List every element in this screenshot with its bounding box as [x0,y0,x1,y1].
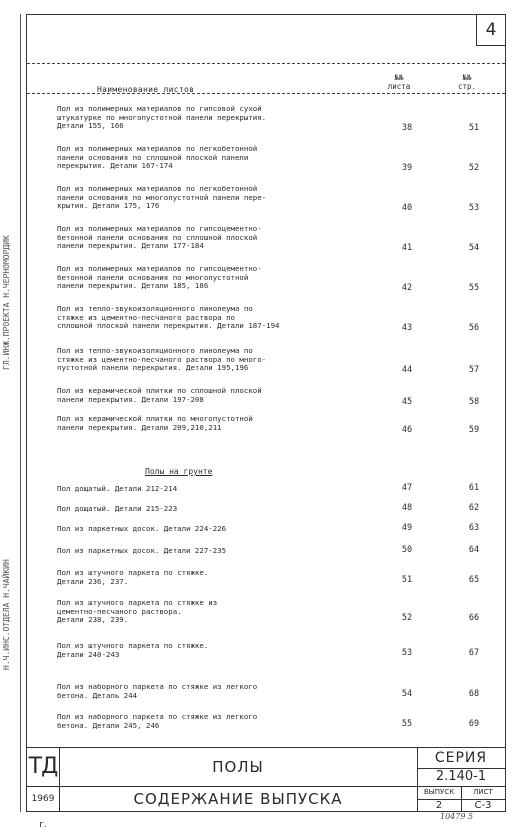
row-sheet-number: 38 [401,123,413,134]
stamp-title: ПОЛЫ [59,748,418,787]
row-title: Пол из керамической плитки по сплошной плоской панели перекрытия. Детали 197-208 [57,386,262,404]
row-title: Пол из наборного паркета по стяжке из легкого бетона. Детали 245, 246 [57,712,258,730]
row-page-number: 61 [468,483,480,493]
column-header-sheet [379,73,419,91]
vypusk-value: 2 [417,799,462,812]
list-label: ЛИСТ [461,786,505,800]
seria-number: 2.140-1 [417,768,505,787]
row-page-number: 53 [468,203,480,214]
row-title: Пол дощатый. Детали 215-223 [57,504,178,513]
row-page-number: 52 [468,163,480,174]
row-title: Пол из штучного паркета по стяжке из цементно-песчаного раствора. Детали 238, 239. [57,598,218,625]
row-page-number: 63 [468,523,480,533]
row-page-number: 65 [468,574,480,585]
row-sheet-number: 44 [401,365,413,376]
row-page-number: 55 [468,283,480,294]
row-page-number: 57 [468,365,480,376]
row-page-number: 64 [468,545,480,555]
row-sheet-number: 53 [401,647,413,658]
row-sheet-number: 42 [401,283,413,294]
row-title: Пол из полимерных материалов по легкобетонной панели основания по сплошной плоской панели перекрытия. Детали 167-174 [57,144,258,171]
row-page-number: 67 [468,647,480,658]
row-title: Пол дощатый. Детали 212-214 [57,484,178,493]
td-mark: ТД [27,748,60,787]
row-page-number: 56 [468,323,480,334]
row-title: Пол из керамической плитки по многопустотной панели перекрытия. Детали 209,210,211 [57,414,253,432]
row-sheet-number: 49 [401,523,413,533]
row-sheet-number: 43 [401,323,413,334]
row-sheet-number: 48 [401,503,413,513]
row-title: Пол из тепло-звукоизоляционного линолеума по стяжке из цементно-песчаного раствора по много- пустотной панели перекрытия. Детали 195,196 [57,346,267,373]
sidebar-signature-2: ГЛ.ИНЖ.ПРОЕКТА Н.ЧЕРНОМОРДИК [2,235,11,370]
row-sheet-number: 40 [401,203,413,214]
row-sheet-number: 46 [401,424,413,435]
row-page-number: 54 [468,243,480,254]
row-sheet-number: 54 [401,688,413,699]
list-value: С-3 [474,800,492,811]
row-sheet-number: 51 [401,574,413,585]
column-header-sheet-label: листа [387,82,411,91]
row-sheet-number: 55 [401,718,413,729]
row-title: Пол из полимерных материалов по гипсоцементно- бетонной панели основания по сплошной плоской панели перекрытия. Детали 177-184 [57,224,262,251]
row-page-number: 62 [468,503,480,513]
header-top-divider [27,63,505,64]
row-title: Пол из паркетных досок. Детали 227-235 [57,546,227,555]
seria-label: СЕРИЯ [417,748,505,769]
column-header-page-symbol: №№ [462,73,472,82]
inventory-number: 10479 5 [440,812,474,821]
row-title: Пол из тепло-звукоизоляционного линолеума по стяжке из цементно-песчаного раствора по сплошной плоской панели перекрытия. Детали 187-194 [57,304,280,331]
year: 1969 г. [27,786,60,812]
approval-sidebar [0,60,24,680]
row-page-number: 66 [468,613,480,624]
column-header-sheet-symbol: №№ [394,73,404,82]
stamp-subtitle: СОДЕРЖАНИЕ ВЫПУСКА [59,786,418,812]
row-sheet-number: 39 [401,163,413,174]
row-sheet-number: 52 [401,613,413,624]
header-bottom-divider [27,93,505,94]
row-sheet-number: 47 [401,483,413,493]
row-title: Пол из полимерных материалов по гипсоцементно- бетонной панели основания по многопустотной панели перекрытия. Детали 185, 186 [57,264,262,291]
column-header-title: Наименование листов [97,85,195,94]
row-page-number: 59 [468,424,480,435]
row-sheet-number: 50 [401,545,413,555]
row-title: Пол из штучного паркета по стяжке. Детали 236, 237. [57,568,209,586]
row-sheet-number: 41 [401,243,413,254]
row-page-number: 51 [468,123,480,134]
row-title: Пол из полимерных материалов по гипсовой сухой штукатурке по многопустотной панели перекрытия. Детали 155, 166 [57,104,267,131]
row-title: Пол из паркетных досок. Детали 224-226 [57,524,227,533]
row-title: Пол из штучного паркета по стяжке. Детали 240-243 [57,641,209,659]
row-title: Пол из наборного паркета по стяжке из легкого бетона. Деталь 244 [57,682,258,700]
row-page-number: 69 [468,718,480,729]
section-title: Полы на грунте [145,467,213,476]
row-title: Пол из полимерных материалов по легкобетонной панели основания по многопустотной панели пере- крытия. Детали 175, 176 [57,184,267,211]
column-header-page [447,73,487,91]
row-page-number: 68 [468,688,480,699]
page-number: 4 [476,15,505,46]
row-sheet-number: 45 [401,396,413,407]
column-header-page-label: стр. [457,82,477,91]
row-page-number: 58 [468,396,480,407]
vypusk-label: ВЫПУСК [417,786,462,800]
sidebar-signature-1: Н.Ч.ИНС.ОТДЕЛА Н.ЧАЙКИН [2,559,11,670]
